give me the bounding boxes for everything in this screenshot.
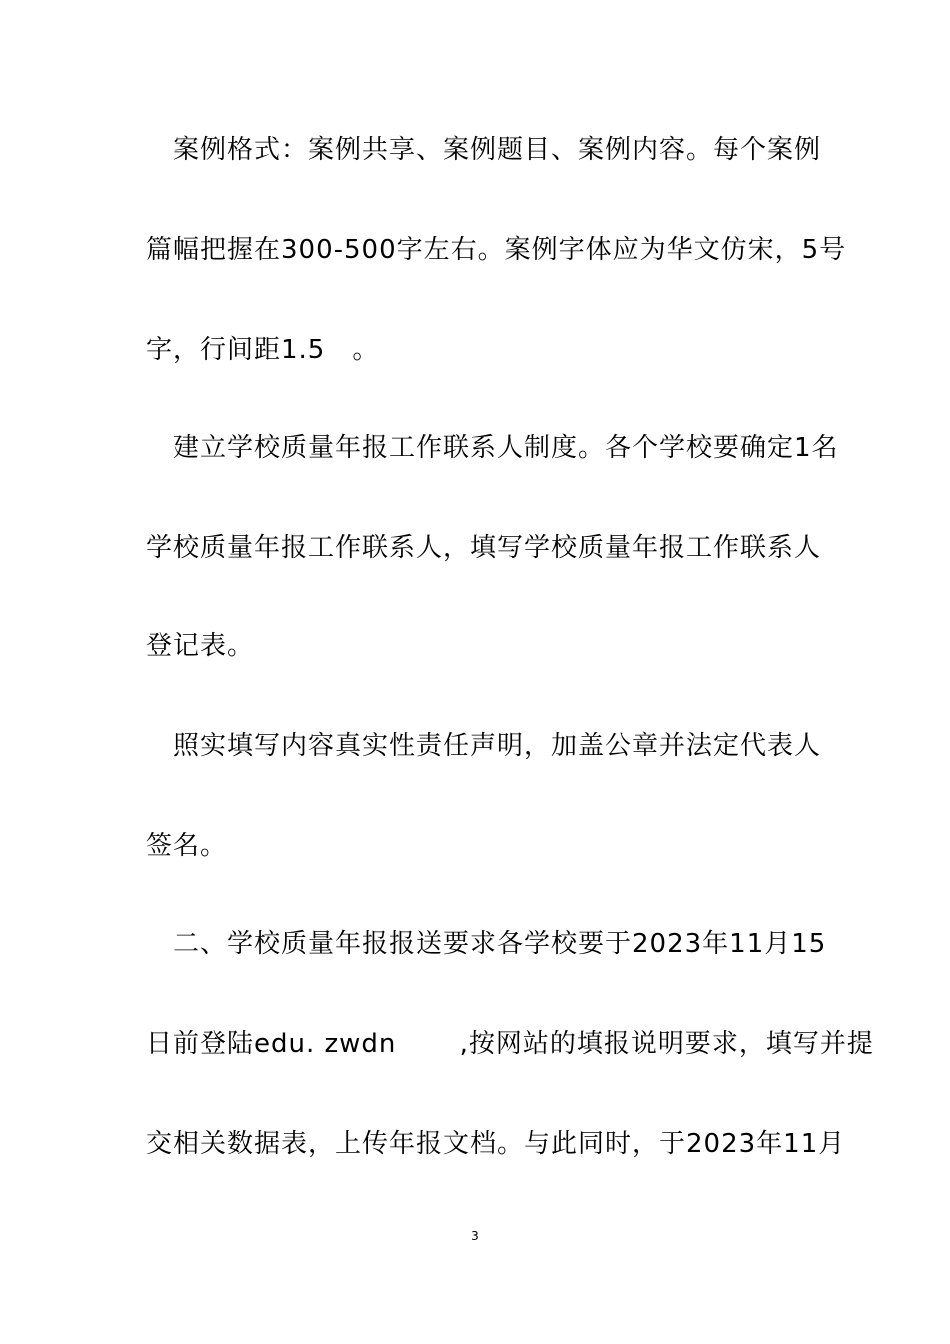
text-line: 学校质量年报工作联系人，填写学校质量年报工作联系人	[146, 533, 822, 563]
text-line: 签名。	[146, 831, 228, 861]
text-line: 登记表。	[146, 631, 255, 661]
text-line: 字，行间距1.5 。	[146, 335, 380, 365]
text-line: 案例格式：案例共享、案例题目、案例内容。每个案例	[146, 135, 822, 165]
text-line: 照实填写内容真实性责任声明，加盖公章并法定代表人	[146, 731, 822, 761]
text-line: 日前登陆edu. zwdn ,按网站的填报说明要求，填写并提	[146, 1029, 874, 1059]
text-line: 交相关数据表，上传年报文档。与此同时，于2023年11月	[146, 1129, 846, 1159]
text-line: 二、学校质量年报报送要求各学校要于2023年11月15	[146, 929, 827, 959]
text-line: 建立学校质量年报工作联系人制度。各个学校要确定1名	[146, 433, 839, 463]
text-line: 篇幅把握在300-500字左右。案例字体应为华文仿宋，5号	[146, 235, 847, 265]
page-number: 3	[471, 1229, 479, 1243]
